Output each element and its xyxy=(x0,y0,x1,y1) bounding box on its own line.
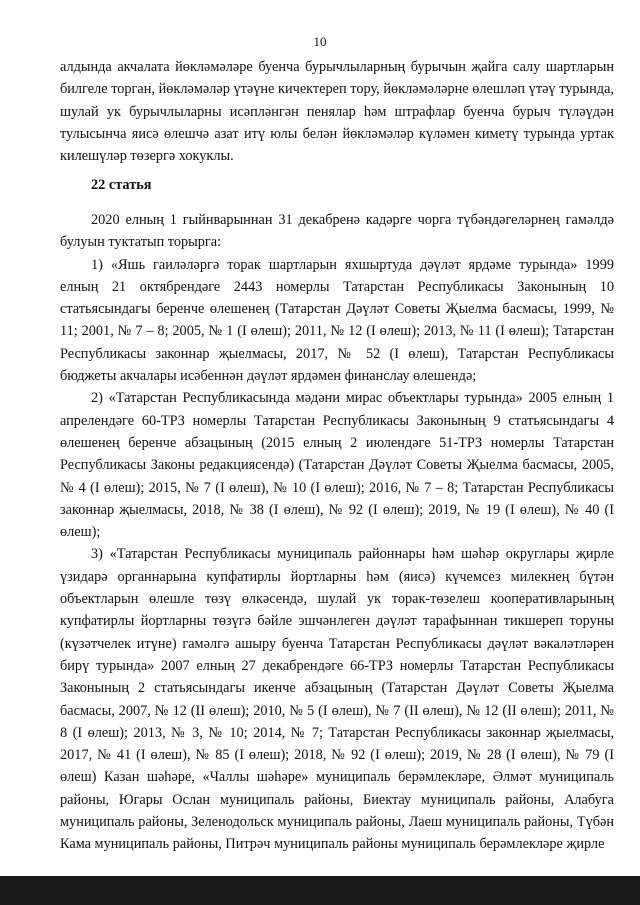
page-number: 10 xyxy=(313,34,327,49)
article-paragraph-item-3: 3) «Татарстан Республикасы муниципаль районнары һәм шәһәр округлары җирле үзидарә органнарына купфатирлы йортларны һәм (яисә) күчемсез милекнең бүтән объектларын өлешле төзү өлкәсендә, шулай ук торак-төзелеш кооперативларының купфатирлы йортларны төзүгә бәйле эшчәнлеген дәүләт тарафыннан тикшереп торуны (күзәтчелек итүне) гамәлгә ашыру буенча Татарстан Республикасы дәүләт вәкаләтләрен бирү турында» 2007 елның 27 декабрендәге 66-ТРЗ номерлы Татарстан Республикасы Законының 2 статьясындагы икенче абзацының (Татарстан Дәүләт Советы Җыелма басмасы, 2007, № 12 (II өлеш); 2010, № 5 (I өлеш), № 7 (II өлеш), № 12 (II өлеш); 2011, № 8 (I өлеш); 2013, № 3, № 10; 2014, № 7; Татарстан Республикасы законнар җыелмасы, 2017, № 41 (I өлеш), № 85 (I өлеш); 2018, № 92 (I өлеш); 2019, № 28 (I өлеш), № 79 (I өлеш) Казан шәһәре, «Чаллы шәһәре» муниципаль берәмлекләре, Әлмәт муниципаль районы, Югары Ослан муниципаль районы, Биектау муниципаль районы, Алабуга муниципаль районы, Зеленодольск муниципаль районы, Лаеш муниципаль районы, Түбән Кама муниципаль районы, Питрәч муниципаль районы муниципаль берәмлекләре җирле xyxy=(60,546,614,853)
article-paragraph-intro: 2020 елның 1 гыйнварыннан 31 декабренә кадәрге чорга түбәндәгеләрнең гамәлдә булуын туктатып торырга: xyxy=(60,212,614,251)
article-heading: 22 статья xyxy=(91,177,152,193)
article-paragraph-item-1: 1) «Яшь гаиләләргә торак шартларын яхшыртуда дәүләт ярдәме турында» 1999 елның 21 октябрендәге 2443 номерлы Татарстан Республикасы Законының 10 статьясындагы беренче өлешенең (Татарстан Дәүләт Советы Җыелма басмасы, 1999, № 11; 2001, № 7 – 8; 2005, № 1 (I өлеш); 2011, № 12 (I өлеш); 2013, № 11 (I өлеш); Татарстан Республикасы законнар җыелмасы, 2017, № 52 (I өлеш), Татарстан Республикасы бюджеты акчалары исәбеннән дәүләт ярдәмен финанслау өлешендә; xyxy=(60,256,614,385)
article-paragraph-item-2: 2) «Татарстан Республикасында мәдәни мирас объектлары турында» 2005 елның 1 апрелендәге 60-ТРЗ номерлы Татарстан Республикасы Законының 9 статьясындагы 4 өлешенең беренче абзацының (2015 елның 2 июлендәге 51-ТРЗ номерлы Татарстан Республикасы Законы редакциясендә) (Татарстан Дәүләт Советы Җыелма басмасы, 2005, № 4 (I өлеш); 2015, № 7 (I өлеш), № 10 (I өлеш); 2016, № 7 – 8; Татарстан Республикасы законнар җыелмасы, 2018, № 38 (I өлеш), № 92 (I өлеш); 2019, № 19 (I өлеш), № 40 (I өлеш); xyxy=(60,390,614,541)
article-body xyxy=(60,209,614,856)
intro-text-block xyxy=(60,56,614,167)
scan-bottom-edge xyxy=(0,876,640,905)
intro-paragraph: алдында акчалата йөкләмәләре буенча бурычлыларның бурычын җайга салу шартларын билгеле торган, йөкләмәләр үтәүне кичектереп тору, йөкләмәләрне өлешләп үтәү турында, шулай ук бурычлыларны исәпләнгән пенялар һәм штрафлар буенча бурыч түләүдән тулысынча яисә өлешчә азат итү юлы белән йөкләмәләр күләмен киметү турында уртак килешүләр төзергә хокуклы. xyxy=(60,59,614,165)
